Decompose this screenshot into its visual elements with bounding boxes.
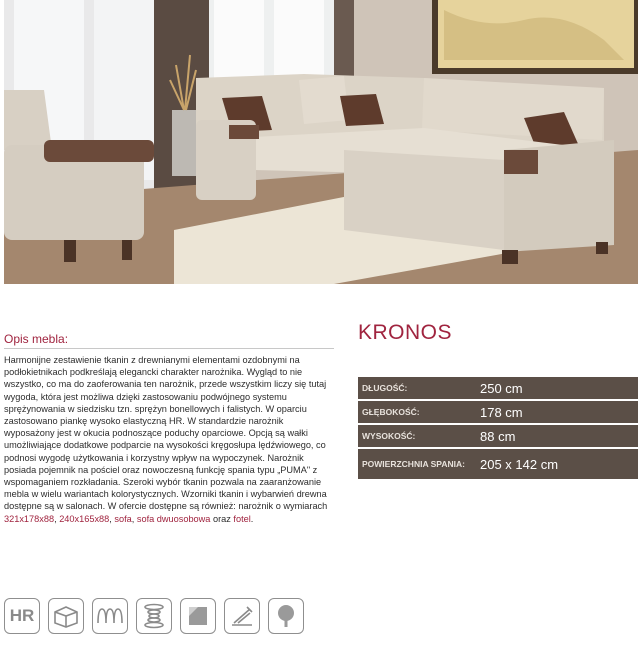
link-variant-321[interactable]: 321x178x88 <box>4 513 55 524</box>
product-photo <box>4 0 638 284</box>
link-variant-240[interactable]: 240x165x88 <box>59 513 110 524</box>
spec-value: 88 cm <box>480 428 516 444</box>
wavy-spring-icon <box>92 598 128 634</box>
spec-value: 178 cm <box>480 404 523 420</box>
spec-row-sleeping-area <box>358 449 638 479</box>
specs-table <box>358 377 638 481</box>
description-text <box>4 354 336 525</box>
link-separator: oraz <box>210 513 234 524</box>
spec-label: POWIERZCHNIA SPANIA: <box>362 459 465 469</box>
spec-label: DŁUGOŚĆ: <box>362 383 408 393</box>
feature-icons <box>4 598 304 634</box>
wood-tree-icon <box>268 598 304 634</box>
link-armchair[interactable]: fotel <box>233 513 251 524</box>
description-body: Harmonijne zestawienie tkanin z drewnianymi elementami ozdobnymi na podłokietnikach podkreślają elegancki charakter narożnika. Wygląd to nie wszystko, co ma do zaoferowania ten narożnik, przede wszystkim liczy się tutaj wygoda, która jest możliwa dzięki zastosowaniu podwójnego systemu sprężynowania w siedzisku tzn. sprężyn bonellowych i falistych. W oparciu zastosowano piankę wysoko elastyczną HR. W standardzie narożnik wyposażony jest w okucia podnoszące poduchy oparciowe. Opcją są wałki umożliwiające dodatkowe podparcie na wysokości kręgosłupa lędźwiowego, co podnosi wygodę użytkowania i korzystny wpływ na wypoczynek. Narożnik posiada pojemnik na pościel oraz nowoczesną funkcję spania typu „PUMA" z wspomaganiem rozkładania. Szeroki wybór tkanin pozwala na zaaranżowanie mebla w wielu wariantach kolorystycznych. Wzorniki tkanin i wybarwień drewna dostępne są w salonach. W ofercie dostępne są również: narożnik o wymiarach <box>4 355 328 512</box>
description-title: Opis mebla: <box>4 332 69 346</box>
link-separator: , <box>54 513 60 524</box>
fabric-swatch-icon <box>180 598 216 634</box>
spec-value: 205 x 142 cm <box>480 456 559 472</box>
storage-box-icon <box>48 598 84 634</box>
link-separator: , <box>131 513 137 524</box>
spec-row-length <box>358 377 638 399</box>
hr-foam-label: HR <box>9 606 35 625</box>
spec-row-height <box>358 425 638 447</box>
description-end: . <box>250 513 254 524</box>
spec-label: WYSOKOŚĆ: <box>362 431 416 441</box>
spec-label: GŁĘBOKOŚĆ: <box>362 407 420 417</box>
product-name: KRONOS <box>358 321 453 344</box>
link-sofa[interactable]: sofa <box>114 513 132 524</box>
link-sofa-two-seat[interactable]: sofa dwuosobowa <box>136 513 211 524</box>
adjustable-headrest-icon <box>224 598 260 634</box>
description-divider <box>4 348 334 349</box>
link-separator: , <box>109 513 115 524</box>
hr-foam-icon <box>4 598 40 634</box>
spec-row-depth <box>358 401 638 423</box>
bonell-spring-icon <box>136 598 172 634</box>
spec-value: 250 cm <box>480 380 523 396</box>
